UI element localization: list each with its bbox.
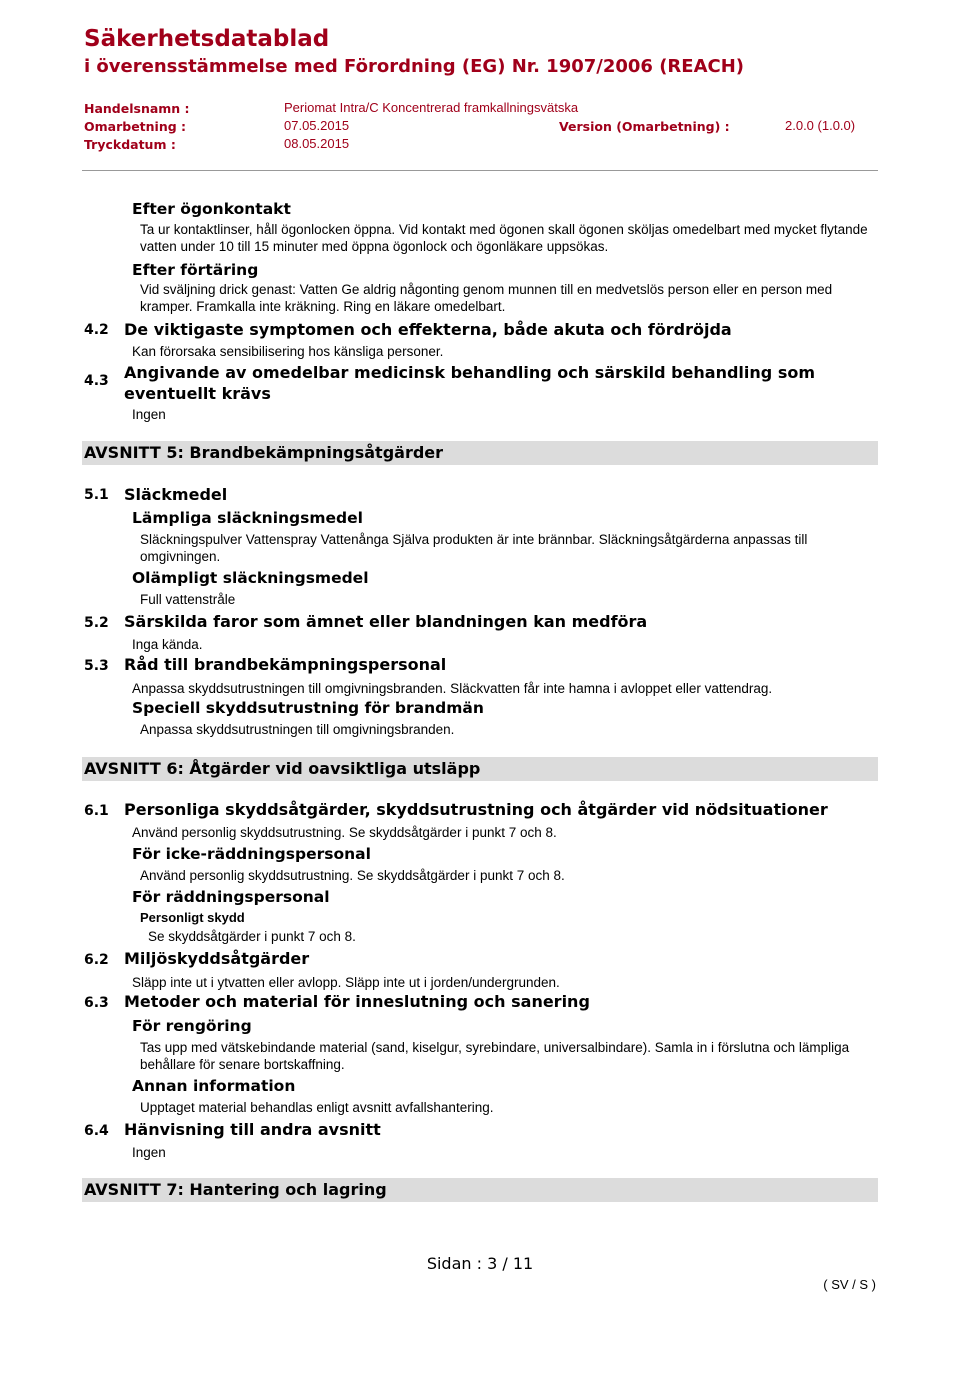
cleaning-heading: För rengöring [132,1017,252,1035]
section-7-bar: AVSNITT 7: Hantering och lagring [82,1178,878,1202]
emergency-responders-heading: För räddningspersonal [132,888,330,906]
reference-sections-heading: Hänvisning till andra avsnitt [124,1120,381,1139]
firefighter-advice-heading: Råd till brandbekämpningspersonal [124,655,447,674]
special-equipment-heading: Speciell skyddsutrustning för brandmän [132,699,484,717]
eye-contact-heading: Efter ögonkontakt [132,200,291,218]
cleaning-text: Tas upp med vätskebindande material (sand, kiselgur, syrebindare, universalbindare). Samla in i förslutna och lämpliga behållare för senare bortskaffning. [140,1040,850,1072]
section-number-4-3: 4.3 [84,373,109,389]
section-5-bar: AVSNITT 5: Brandbekämpningsåtgärder [82,441,878,465]
reference-sections-text: Ingen [132,1145,166,1160]
section-number-5-3: 5.3 [84,658,109,674]
non-emergency-text: Använd personlig skyddsutrustning. Se skyddsåtgärder i punkt 7 och 8. [140,868,565,883]
medical-treatment-text: Ingen [132,407,166,422]
trade-name-label: Handelsnamn : [84,101,190,116]
ingestion-heading: Efter förtäring [132,261,259,279]
version-label: Version (Omarbetning) : [559,119,730,134]
personal-protection-heading: Personligt skydd [140,910,245,925]
revised-value: 07.05.2015 [284,118,350,133]
medical-treatment-heading-line1: Angivande av omedelbar medicinsk behandling och särskild behandling som [124,363,815,382]
unsuitable-media-heading: Olämpligt släckningsmedel [132,569,369,587]
extinguishing-media-heading: Släckmedel [124,485,228,504]
personal-precautions-heading: Personliga skyddsåtgärder, skyddsutrustning och åtgärder vid nödsituationer [124,800,828,819]
language-code: ( SV / S ) [823,1277,876,1292]
section-number-6-4: 6.4 [84,1123,109,1139]
special-hazards-heading: Särskilda faror som ämnet eller blandningen kan medföra [124,612,648,631]
printed-label: Tryckdatum : [84,137,176,152]
section-6-bar: AVSNITT 6: Åtgärder vid oavsiktliga utsläpp [82,757,878,781]
symptoms-heading: De viktigaste symptomen och effekterna, både akuta och fördröjda [124,320,732,339]
eye-contact-text: Ta ur kontaktlinser, håll ögonlocken öppna. Vid kontakt med ögonen skall ögonen sköljas omedelbart med mycket flytande vatten under 10 till 15 minuter med öppna ögonlock och ögonläkare uppsökas. [140,222,868,254]
trade-name-value: Periomat Intra/C Koncentrerad framkallningsvätska [284,100,579,115]
non-emergency-heading: För icke-räddningspersonal [132,845,371,863]
firefighter-advice-text: Anpassa skyddsutrustningen till omgivningsbranden. Släckvatten får inte hamna i avloppet eller vattendrag. [132,681,773,696]
containment-heading: Metoder och material för inneslutning och sanering [124,992,590,1011]
special-equipment-text: Anpassa skyddsutrustningen till omgivningsbranden. [140,722,455,737]
suitable-media-text: Släckningspulver Vattenspray Vattenånga Själva produkten är inte brännbar. Släckningsåtgärderna anpassas till omgivningen. [140,532,808,564]
document-subtitle: i överensstämmelse med Förordning (EG) Nr. 1907/2006 (REACH) [84,56,745,77]
page-number: Sidan : 3 / 11 [426,1254,534,1273]
symptoms-text: Kan förorsaka sensibilisering hos känsliga personer. [132,344,444,359]
section-number-5-1: 5.1 [84,487,109,503]
personal-protection-text: Se skyddsåtgärder i punkt 7 och 8. [148,929,356,944]
medical-treatment-heading-line2: eventuellt krävs [124,384,271,403]
section-number-5-2: 5.2 [84,615,109,631]
ingestion-text: Vid sväljning drick genast: Vatten Ge aldrig någonting genom munnen till en medvetslös person eller en person med kramper. Framkalla inte kräkning. Ring en läkare omedelbart. [140,282,833,314]
version-value: 2.0.0 (1.0.0) [785,118,856,133]
personal-precautions-text: Använd personlig skyddsutrustning. Se skyddsåtgärder i punkt 7 och 8. [132,825,557,840]
other-information-heading: Annan information [132,1077,296,1095]
special-hazards-text: Inga kända. [132,637,203,652]
header-divider [82,170,878,171]
revised-label: Omarbetning : [84,119,187,134]
document-title: Säkerhetsdatablad [84,26,330,52]
section-number-6-1: 6.1 [84,803,109,819]
section-number-4-2: 4.2 [84,322,109,338]
environmental-precautions-heading: Miljöskyddsåtgärder [124,949,310,968]
unsuitable-media-text: Full vattenstråle [140,592,236,607]
suitable-media-heading: Lämpliga släckningsmedel [132,509,363,527]
other-information-text: Upptaget material behandlas enligt avsnitt avfallshantering. [140,1100,494,1115]
environmental-precautions-text: Släpp inte ut i ytvatten eller avlopp. Släpp inte ut i jorden/undergrunden. [132,975,560,990]
section-number-6-2: 6.2 [84,952,109,968]
section-number-6-3: 6.3 [84,995,109,1011]
printed-value: 08.05.2015 [284,136,350,151]
